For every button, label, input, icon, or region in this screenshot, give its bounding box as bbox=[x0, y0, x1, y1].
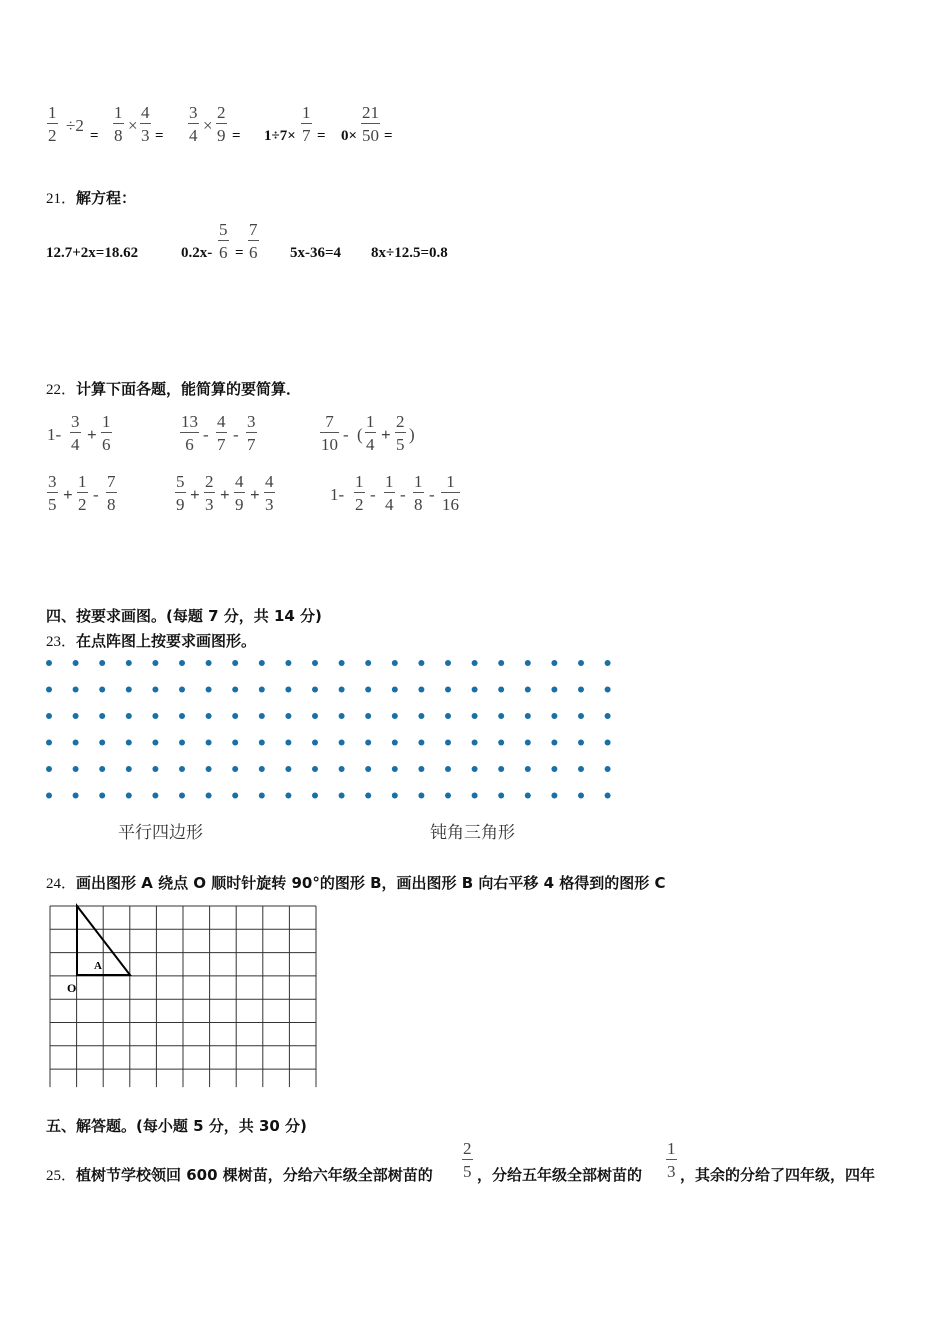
question-24-heading: 24．画出图形 A 绕点 O 顺时针旋转 90°的图形 B，画出图形 B 向右平移 4 格得到的图形 C bbox=[46, 874, 666, 892]
point-label-o: O bbox=[67, 981, 77, 995]
equation-2-prefix: 0.2x- bbox=[181, 245, 213, 261]
question-25-text-c: ，其余的分给了四年级，四年 bbox=[680, 1166, 876, 1184]
grid-dot[interactable] bbox=[206, 766, 212, 772]
grid-dot[interactable] bbox=[445, 687, 451, 693]
grid-dot[interactable] bbox=[339, 740, 345, 746]
grid-dot[interactable] bbox=[73, 660, 79, 666]
fraction: 4 9 bbox=[235, 472, 244, 514]
grid-dot[interactable] bbox=[339, 687, 345, 693]
fraction: 5 9 bbox=[176, 472, 185, 514]
equation-3: 5x-36=4 bbox=[290, 245, 342, 261]
grid-dot[interactable] bbox=[472, 713, 478, 719]
grid-dot[interactable] bbox=[445, 793, 451, 799]
fraction: 1 2 bbox=[48, 103, 57, 145]
question-23-heading: 23．在点阵图上按要求画图形。 bbox=[46, 632, 257, 650]
grid-dot[interactable] bbox=[179, 660, 185, 666]
grid-dot[interactable] bbox=[73, 713, 79, 719]
grid-dot[interactable] bbox=[99, 713, 105, 719]
grid-dot[interactable] bbox=[99, 766, 105, 772]
operator: - bbox=[203, 425, 209, 444]
grid-dot[interactable] bbox=[285, 713, 291, 719]
grid-dot[interactable] bbox=[498, 766, 504, 772]
fraction: 1 2 bbox=[78, 472, 87, 514]
grid-dot[interactable] bbox=[285, 687, 291, 693]
fraction: 1 8 bbox=[414, 472, 423, 514]
fraction: 7 6 bbox=[249, 220, 258, 262]
equals: = bbox=[90, 128, 99, 144]
grid-dot[interactable] bbox=[605, 793, 611, 799]
grid-dot[interactable] bbox=[339, 660, 345, 666]
grid-dot[interactable] bbox=[339, 766, 345, 772]
grid-dot[interactable] bbox=[365, 740, 371, 746]
grid-dot[interactable] bbox=[472, 793, 478, 799]
grid-dot[interactable] bbox=[73, 766, 79, 772]
equals: = bbox=[384, 128, 393, 144]
grid-dot[interactable] bbox=[605, 766, 611, 772]
operator: - bbox=[400, 485, 406, 504]
fraction: 1 16 bbox=[442, 472, 459, 514]
grid-dot[interactable] bbox=[232, 687, 238, 693]
operator: + bbox=[63, 485, 73, 504]
grid-dot[interactable] bbox=[578, 713, 584, 719]
grid-dot[interactable] bbox=[259, 660, 265, 666]
grid-dot[interactable] bbox=[472, 687, 478, 693]
equals: = bbox=[317, 128, 326, 144]
operator: + bbox=[190, 485, 200, 504]
grid-dot[interactable] bbox=[551, 687, 557, 693]
grid-dot[interactable] bbox=[46, 687, 52, 693]
grid-dot[interactable] bbox=[152, 713, 158, 719]
fraction: 5 6 bbox=[219, 220, 228, 262]
grid-dot[interactable] bbox=[206, 660, 212, 666]
grid-dot[interactable] bbox=[73, 687, 79, 693]
shape-label-a: A bbox=[94, 960, 102, 972]
grid-dot[interactable] bbox=[578, 740, 584, 746]
grid-dot[interactable] bbox=[551, 713, 557, 719]
grid-dot[interactable] bbox=[418, 766, 424, 772]
operator: + bbox=[250, 485, 260, 504]
grid-dot[interactable] bbox=[472, 766, 478, 772]
operator: - bbox=[429, 485, 435, 504]
grid-dot[interactable] bbox=[285, 740, 291, 746]
question-21-heading: 21．解方程： bbox=[46, 189, 137, 207]
grid-dot[interactable] bbox=[339, 793, 345, 799]
fraction: 2 3 bbox=[205, 472, 214, 514]
grid-dot[interactable] bbox=[99, 687, 105, 693]
operator: × bbox=[128, 116, 138, 135]
open-paren: ( bbox=[357, 425, 363, 444]
equals: = bbox=[235, 245, 244, 261]
grid-dot[interactable] bbox=[232, 740, 238, 746]
operator: × bbox=[203, 116, 213, 135]
grid-dot[interactable] bbox=[46, 740, 52, 746]
fraction: 4 3 bbox=[141, 103, 150, 145]
grid-dot[interactable] bbox=[605, 660, 611, 666]
grid-dot[interactable] bbox=[312, 766, 318, 772]
equals: = bbox=[155, 128, 164, 144]
grid-dot[interactable] bbox=[312, 740, 318, 746]
operator: 1- bbox=[330, 485, 345, 504]
fraction: 1 4 bbox=[366, 412, 375, 454]
fraction: 1 2 bbox=[355, 472, 364, 514]
grid-dot[interactable] bbox=[259, 740, 265, 746]
grid-dot[interactable] bbox=[152, 687, 158, 693]
fraction: 4 7 bbox=[217, 412, 226, 454]
grid-dot[interactable] bbox=[206, 687, 212, 693]
grid-lines bbox=[50, 906, 316, 1087]
grid-dot[interactable] bbox=[578, 660, 584, 666]
grid-dot[interactable] bbox=[418, 687, 424, 693]
operator: - bbox=[370, 485, 376, 504]
fraction: 3 4 bbox=[189, 103, 198, 145]
grid-dot[interactable] bbox=[126, 766, 132, 772]
grid-dot[interactable] bbox=[285, 793, 291, 799]
fraction: 21 50 bbox=[362, 103, 379, 145]
label-obtuse-triangle: 钝角三角形 bbox=[430, 823, 515, 843]
grid-dot[interactable] bbox=[126, 793, 132, 799]
grid-dot[interactable] bbox=[365, 660, 371, 666]
grid-dot[interactable] bbox=[365, 793, 371, 799]
label-parallelogram: 平行四边形 bbox=[118, 823, 203, 843]
grid-dot[interactable] bbox=[551, 740, 557, 746]
grid-dot[interactable] bbox=[312, 687, 318, 693]
grid-dot[interactable] bbox=[525, 713, 531, 719]
fraction: 2 5 bbox=[463, 1139, 472, 1181]
fraction: 2 5 bbox=[396, 412, 405, 454]
grid-dot[interactable] bbox=[99, 793, 105, 799]
fraction: 1 4 bbox=[385, 472, 394, 514]
fraction: 3 7 bbox=[247, 412, 256, 454]
operator: 1- bbox=[47, 425, 62, 444]
fraction: 7 10 bbox=[321, 412, 338, 454]
operator: + bbox=[381, 425, 391, 444]
dot-grid[interactable] bbox=[40, 655, 620, 805]
grid-dot[interactable] bbox=[551, 793, 557, 799]
fraction: 1 8 bbox=[114, 103, 123, 145]
grid-dot[interactable] bbox=[126, 660, 132, 666]
fraction: 2 9 bbox=[217, 103, 226, 145]
grid-dot[interactable] bbox=[126, 740, 132, 746]
grid-dot[interactable] bbox=[46, 713, 52, 719]
equation-4: 8x÷12.5=0.8 bbox=[371, 245, 448, 261]
grid-dot[interactable] bbox=[605, 687, 611, 693]
grid-dot[interactable] bbox=[392, 793, 398, 799]
grid-dot[interactable] bbox=[525, 766, 531, 772]
grid-dot[interactable] bbox=[179, 713, 185, 719]
fraction: 1 6 bbox=[102, 412, 111, 454]
expression-prefix: 1÷7× bbox=[264, 128, 296, 144]
grid-dot[interactable] bbox=[206, 740, 212, 746]
grid-dot[interactable] bbox=[152, 766, 158, 772]
grid-dot[interactable] bbox=[605, 740, 611, 746]
question-25-text-b: ，分给五年级全部树苗的 bbox=[477, 1166, 643, 1184]
fraction: 1 7 bbox=[302, 103, 311, 145]
grid-dot[interactable] bbox=[498, 687, 504, 693]
fraction: 7 8 bbox=[107, 472, 116, 514]
grid-dot[interactable] bbox=[285, 660, 291, 666]
grid-dot[interactable] bbox=[365, 766, 371, 772]
question-25-text: 25．植树节学校领回 600 棵树苗，分给六年级全部树苗的 bbox=[46, 1166, 433, 1184]
operator: - bbox=[343, 425, 349, 444]
grid-dot[interactable] bbox=[206, 713, 212, 719]
grid-dot[interactable] bbox=[73, 793, 79, 799]
grid-dot[interactable] bbox=[525, 740, 531, 746]
grid-dot[interactable] bbox=[259, 687, 265, 693]
operator: - bbox=[93, 485, 99, 504]
operator: + bbox=[87, 425, 97, 444]
grid-dot[interactable] bbox=[259, 793, 265, 799]
grid-dot[interactable] bbox=[578, 766, 584, 772]
grid-dot[interactable] bbox=[206, 793, 212, 799]
grid-dot[interactable] bbox=[445, 766, 451, 772]
grid-dot[interactable] bbox=[285, 766, 291, 772]
grid-dot[interactable] bbox=[551, 660, 557, 666]
grid-dot[interactable] bbox=[99, 740, 105, 746]
grid-dot[interactable] bbox=[392, 687, 398, 693]
grid-dot[interactable] bbox=[445, 740, 451, 746]
grid-dot[interactable] bbox=[392, 713, 398, 719]
question-22-heading: 22．计算下面各题，能简算的要简算． bbox=[46, 380, 302, 398]
operator: - bbox=[233, 425, 239, 444]
grid-dot[interactable] bbox=[392, 740, 398, 746]
grid-dot[interactable] bbox=[418, 660, 424, 666]
grid-dot[interactable] bbox=[259, 713, 265, 719]
grid-dot[interactable] bbox=[232, 713, 238, 719]
fraction: 3 4 bbox=[71, 412, 80, 454]
grid-dot[interactable] bbox=[232, 793, 238, 799]
grid-dot[interactable] bbox=[339, 713, 345, 719]
grid-dot[interactable] bbox=[472, 660, 478, 666]
fraction: 4 3 bbox=[265, 472, 274, 514]
grid-dot[interactable] bbox=[232, 766, 238, 772]
fraction: 13 6 bbox=[181, 412, 198, 454]
grid-dot[interactable] bbox=[418, 793, 424, 799]
section-5-title: 五、解答题。(每小题 5 分，共 30 分) bbox=[46, 1117, 307, 1135]
grid-dot[interactable] bbox=[525, 793, 531, 799]
grid-dot[interactable] bbox=[312, 713, 318, 719]
grid-dot[interactable] bbox=[445, 660, 451, 666]
grid-dot[interactable] bbox=[232, 660, 238, 666]
grid-dot[interactable] bbox=[152, 660, 158, 666]
grid-dot[interactable] bbox=[259, 766, 265, 772]
grid-dot[interactable] bbox=[392, 660, 398, 666]
grid-dot[interactable] bbox=[365, 713, 371, 719]
grid-dot[interactable] bbox=[605, 713, 611, 719]
grid-dot[interactable] bbox=[472, 740, 478, 746]
operator: ÷2 bbox=[66, 116, 84, 135]
grid-dot[interactable] bbox=[418, 740, 424, 746]
grid-dot[interactable] bbox=[525, 660, 531, 666]
grid-dot[interactable] bbox=[73, 740, 79, 746]
operator: + bbox=[220, 485, 230, 504]
grid-dot[interactable] bbox=[551, 766, 557, 772]
equation-1: 12.7+2x=18.62 bbox=[46, 245, 139, 261]
grid-dot[interactable] bbox=[152, 740, 158, 746]
grid-dot[interactable] bbox=[578, 793, 584, 799]
grid-dot[interactable] bbox=[498, 713, 504, 719]
grid-dot[interactable] bbox=[99, 660, 105, 666]
grid-dot[interactable] bbox=[498, 660, 504, 666]
grid-dot[interactable] bbox=[46, 793, 52, 799]
grid-dot[interactable] bbox=[498, 740, 504, 746]
fraction: 3 5 bbox=[48, 472, 57, 514]
grid-dot[interactable] bbox=[525, 687, 531, 693]
grid-dot[interactable] bbox=[46, 660, 52, 666]
grid-dot[interactable] bbox=[312, 793, 318, 799]
grid-dot[interactable] bbox=[152, 793, 158, 799]
grid-dot[interactable] bbox=[445, 713, 451, 719]
close-paren: ) bbox=[409, 425, 415, 444]
grid-dot[interactable] bbox=[418, 713, 424, 719]
section-4-title: 四、按要求画图。(每题 7 分，共 14 分) bbox=[46, 607, 322, 625]
equals: = bbox=[232, 128, 241, 144]
expression-prefix: 0× bbox=[341, 128, 358, 144]
fraction: 1 3 bbox=[667, 1139, 676, 1181]
grid-dot[interactable] bbox=[179, 766, 185, 772]
grid-dot[interactable] bbox=[365, 687, 371, 693]
grid-dot[interactable] bbox=[46, 766, 52, 772]
grid-dot[interactable] bbox=[179, 793, 185, 799]
grid-dot[interactable] bbox=[179, 687, 185, 693]
grid-dot[interactable] bbox=[578, 687, 584, 693]
grid-dot[interactable] bbox=[312, 660, 318, 666]
grid-dot[interactable] bbox=[392, 766, 398, 772]
rotation-grid[interactable] bbox=[46, 902, 322, 1094]
grid-dot[interactable] bbox=[179, 740, 185, 746]
grid-dot[interactable] bbox=[498, 793, 504, 799]
grid-dot[interactable] bbox=[126, 687, 132, 693]
grid-dot[interactable] bbox=[126, 713, 132, 719]
